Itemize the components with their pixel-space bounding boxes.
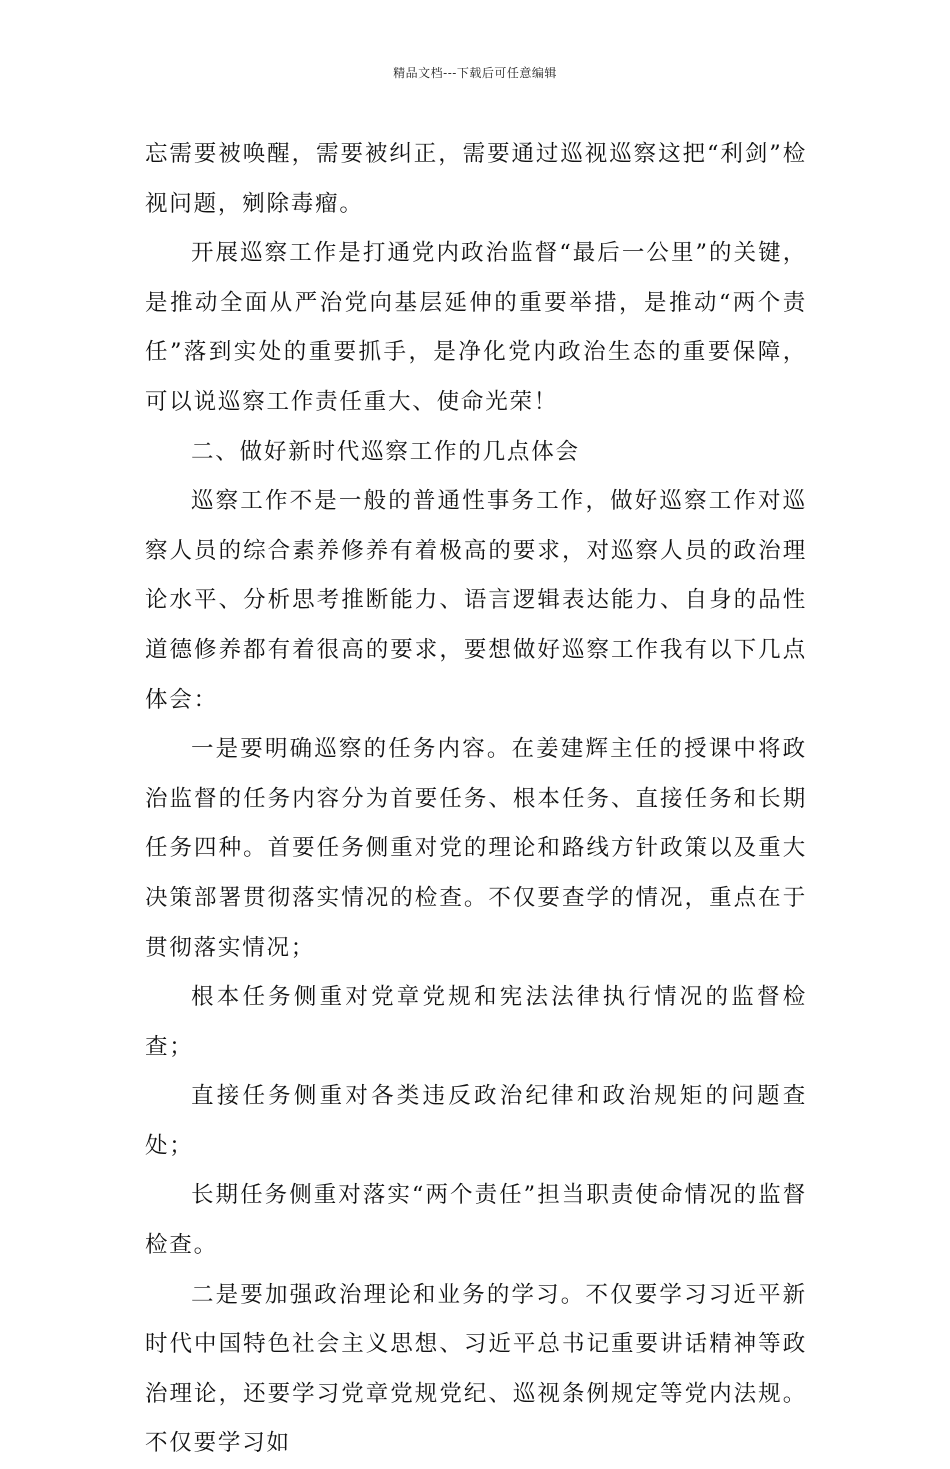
paragraph: 一是要明确巡察的任务内容。在姜建辉主任的授课中将政治监督的任务内容分为首要任务、根本任务、直接任务和长期任务四种。首要任务侧重对党的理论和路线方针政策以及重大决策部署贯彻落实情况的检查。不仅要查学的情况，重点在于贯彻落实情况； (145, 736, 807, 961)
paragraph: 忘需要被唤醒，需要被纠正，需要通过巡视巡察这把“利剑”检视问题，剜除毒瘤。 (145, 141, 807, 217)
paragraph: 二是要加强政治理论和业务的学习。不仅要学习习近平新时代中国特色社会主义思想、习近平总书记重要讲话精神等政治理论，还要学习党章党规党纪、巡视条例规定等党内法规。不仅要学习如 (145, 1281, 807, 1457)
page-header: 精品文档---下载后可任意编辑 (393, 66, 557, 80)
paragraph: 巡察工作不是一般的普通性事务工作，做好巡察工作对巡察人员的综合素养修养有着极高的要求，对巡察人员的政治理论水平、分析思考推断能力、语言逻辑表达能力、自身的品性道德修养都有着很高的要求，要想做好巡察工作我有以下几点体会： (145, 488, 807, 713)
paragraph: 根本任务侧重对党章党规和宪法法律执行情况的监督检查； (145, 984, 807, 1060)
section-heading: 二、做好新时代巡察工作的几点体会 (191, 438, 580, 465)
document-body (145, 130, 807, 1469)
paragraph: 直接任务侧重对各类违反政治纪律和政治规矩的问题查处； (145, 1083, 807, 1159)
paragraph: 长期任务侧重对落实“两个责任”担当职责使命情况的监督检查。 (145, 1182, 807, 1259)
paragraph: 开展巡察工作是打通党内政治监督“最后一公里”的关键，是推动全面从严治党向基层延伸的重要举措，是推动“两个责任”落到实处的重要抓手，是净化党内政治生态的重要保障，可以说巡察工作责任重大、使命光荣！ (145, 240, 807, 415)
